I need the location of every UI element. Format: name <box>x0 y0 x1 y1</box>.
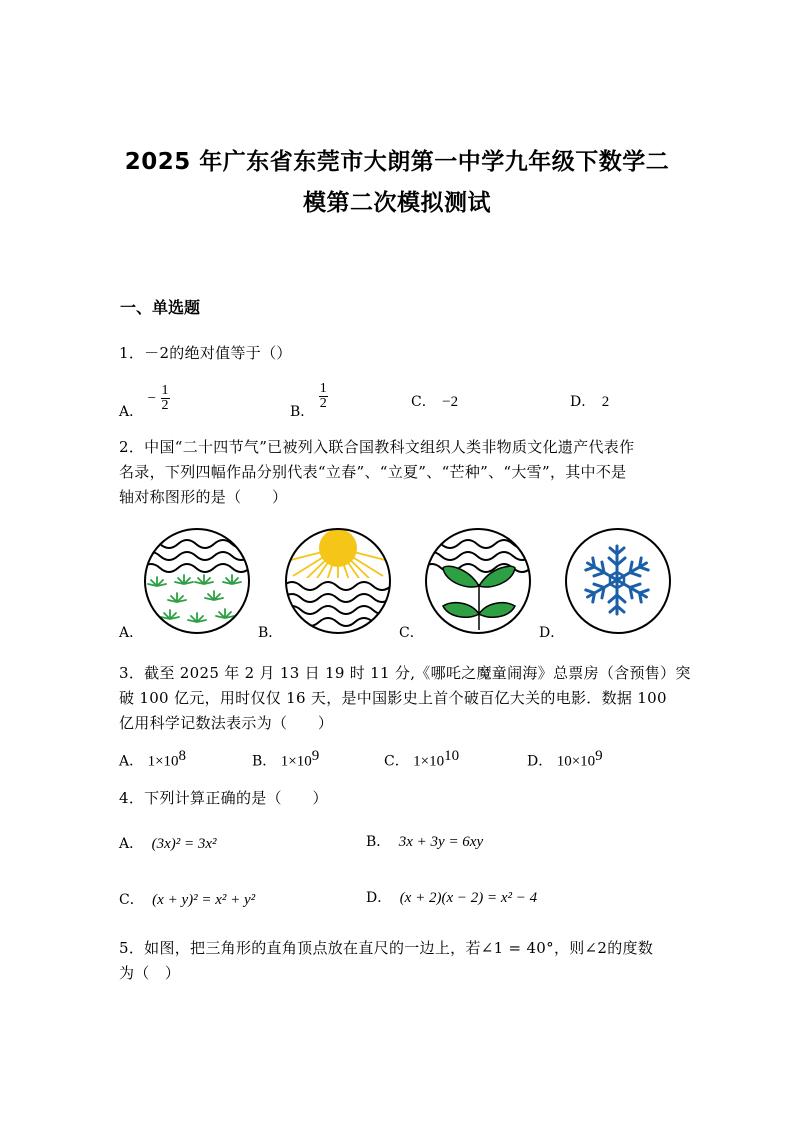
q1-option-c-value: −2 <box>442 394 459 410</box>
q4-option-b[interactable] <box>366 831 483 851</box>
q3-option-a-base: 1×10 <box>147 753 179 770</box>
q4-option-c[interactable] <box>119 889 255 909</box>
q1-option-a-sign: − <box>147 390 157 407</box>
q1-option-b-numerator: 1 <box>319 381 327 396</box>
q1-option-b-fraction <box>319 382 328 411</box>
q3-option-a-label: A． <box>119 753 144 770</box>
q3-option-b-base: 1×10 <box>280 753 312 770</box>
q1-option-a-fraction <box>161 384 170 413</box>
q3-option-d[interactable] <box>527 748 603 771</box>
q3-option-c-exponent: 10 <box>444 748 460 764</box>
question-5-line2: 为（ ） <box>119 964 181 982</box>
q1-option-a[interactable] <box>119 383 170 420</box>
q1-option-b-label: B． <box>290 403 315 420</box>
question-4-stem: 4．下列计算正确的是（ ） <box>119 789 328 807</box>
q3-option-d-exponent: 9 <box>595 748 603 764</box>
paper-title-line1: 2025 年广东省东莞市大朗第一中学九年级下数学二 <box>124 149 670 175</box>
q4-option-c-label: C． <box>119 892 144 908</box>
q1-option-d-value: 2 <box>601 394 610 410</box>
q1-option-c[interactable] <box>411 391 458 411</box>
q3-option-a[interactable] <box>119 748 186 771</box>
question-3-line1: 3．截至 2025 年 2 月 13 日 19 时 11 分,《哪吒之魔童闹海》总票房（含预售）突 <box>119 664 691 682</box>
q4-option-d-expression: (x + 2)(x − 2) = x² − 4 <box>399 890 538 906</box>
question-5-line1: 5．如图，把三角形的直角顶点放在直尺的一边上，若∠1 = 40°，则∠2的度数 <box>119 939 654 957</box>
q1-option-b-denominator: 2 <box>319 396 327 411</box>
q1-option-d-label: D． <box>570 394 596 410</box>
q2-option-d-label[interactable]: D． <box>539 625 565 641</box>
q3-option-d-label: D． <box>527 753 553 770</box>
q1-option-b[interactable] <box>290 381 328 420</box>
q4-option-b-label: B． <box>366 834 391 850</box>
q3-option-b[interactable] <box>252 748 319 771</box>
q4-option-c-expression: (x + y)² = x² + y² <box>152 892 256 908</box>
q3-option-c[interactable] <box>384 748 459 771</box>
q4-option-d[interactable] <box>366 887 537 907</box>
q3-option-c-label: C． <box>384 753 409 770</box>
question-1-stem: 1．－2的绝对值等于（） <box>119 344 292 362</box>
q2-option-a-label[interactable]: A． <box>119 625 144 641</box>
q3-option-b-exponent: 9 <box>311 748 320 764</box>
q2-option-b-label[interactable]: B． <box>258 625 283 641</box>
q1-option-c-label: C． <box>411 394 436 410</box>
summer-sun-waves-icon <box>283 526 393 636</box>
q3-option-a-exponent: 8 <box>178 748 187 764</box>
question-3-line3: 亿用科学记数法表示为（ ） <box>119 714 334 732</box>
snowflake-icon <box>563 526 673 636</box>
q4-option-a[interactable] <box>119 833 217 853</box>
question-2-line1: 2．中国“二十四节气”已被列入联合国教科文组织人类非物质文化遗产代表作 <box>119 438 635 456</box>
question-2-line3: 轴对称图形的是（ ） <box>119 488 288 506</box>
q4-option-a-label: A． <box>119 836 144 852</box>
question-3-line2: 破 100 亿元，用时仅仅 16 天，是中国影史上首个破百亿大关的电影．数据 100 <box>119 689 667 707</box>
q4-option-a-expression: (3x)² = 3x² <box>151 836 217 852</box>
q1-option-a-label: A． <box>119 403 144 420</box>
question-2-line2: 名录，下列四幅作品分别代表“立春”、“立夏”、“芒种”、“大雪”，其中不是 <box>119 463 627 481</box>
q3-option-c-base: 1×10 <box>413 753 445 770</box>
q4-option-b-expression: 3x + 3y = 6xy <box>398 834 484 850</box>
q1-option-a-numerator: 1 <box>161 383 169 398</box>
q4-option-d-label: D． <box>366 890 392 906</box>
q2-option-c-label[interactable]: C． <box>399 625 424 641</box>
section-heading: 一、单选题 <box>120 298 201 317</box>
paper-title-line2: 模第二次模拟测试 <box>303 190 491 216</box>
q1-option-d[interactable] <box>570 391 609 411</box>
q3-option-d-base: 10×10 <box>556 753 596 770</box>
q3-option-b-label: B． <box>252 753 277 770</box>
spring-waves-grass-icon <box>142 526 252 636</box>
sprout-waves-icon <box>423 526 533 636</box>
q1-option-a-denominator: 2 <box>161 398 169 413</box>
